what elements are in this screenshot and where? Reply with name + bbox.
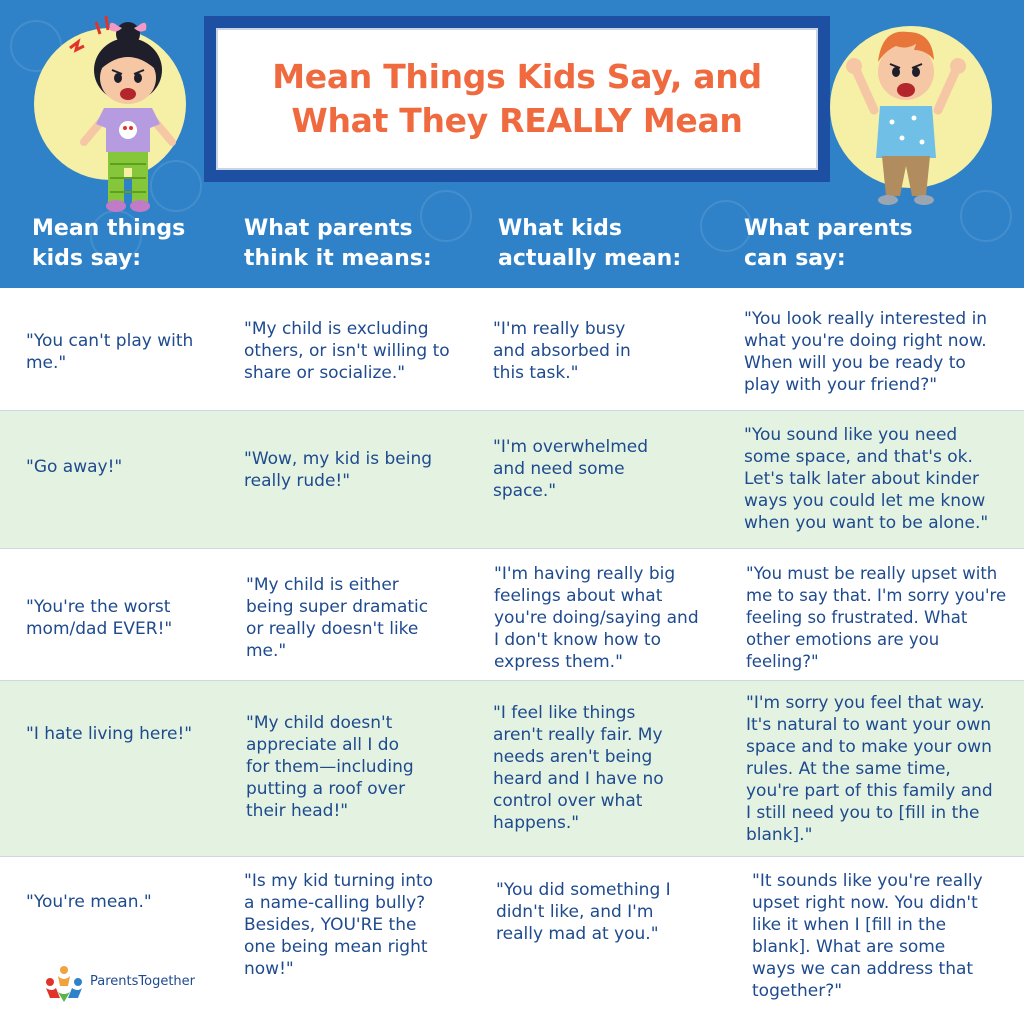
cell-line: didn't like, and I'm bbox=[496, 902, 654, 922]
column-header-line: can say: bbox=[744, 246, 846, 271]
cell-line: control over what bbox=[493, 791, 643, 811]
cell-kids-say bbox=[26, 723, 192, 745]
column-header-line: actually mean: bbox=[498, 246, 682, 271]
cell-line: When will you be ready to bbox=[744, 353, 966, 373]
cell-line: "You're mean." bbox=[26, 892, 152, 912]
cell-line: one being mean right bbox=[244, 937, 428, 957]
column-header-line: Mean things bbox=[32, 216, 186, 241]
cell-line: their head!" bbox=[246, 801, 349, 821]
column-header-line: What kids bbox=[498, 216, 622, 241]
cell-line: like it when I [fill in the bbox=[752, 915, 947, 935]
angry-girl-illustration bbox=[56, 8, 196, 218]
row-divider bbox=[0, 548, 1024, 549]
cell-line: ways you could let me know bbox=[744, 491, 986, 511]
parentstogether-logo bbox=[42, 962, 242, 1006]
cell-line: "Wow, my kid is being bbox=[244, 449, 433, 469]
cell-line: when you want to be alone." bbox=[744, 513, 989, 533]
cell-parents-think bbox=[244, 318, 450, 384]
row-divider bbox=[0, 410, 1024, 411]
cell-kids-say bbox=[26, 456, 122, 478]
cell-line: "My child is either bbox=[246, 575, 399, 595]
cell-line: "You did something I bbox=[496, 880, 671, 900]
cell-line: "I hate living here!" bbox=[26, 724, 193, 744]
column-header-kids-say bbox=[32, 214, 185, 274]
cell-line: and absorbed in bbox=[493, 341, 631, 361]
cell-line: "You can't play with bbox=[26, 331, 194, 351]
title-box bbox=[216, 28, 818, 170]
cell-line: "It sounds like you're really bbox=[752, 871, 983, 891]
cell-line: me to say that. I'm sorry you're bbox=[746, 586, 1007, 605]
cell-line: space and to make your own bbox=[746, 737, 992, 757]
column-header-line: think it means: bbox=[244, 246, 432, 271]
cell-line: for them—including bbox=[246, 757, 414, 777]
cell-line: express them." bbox=[494, 652, 623, 672]
cell-kids-say bbox=[26, 891, 152, 913]
cell-line: really rude!" bbox=[244, 471, 351, 491]
cell-line: putting a roof over bbox=[246, 779, 406, 799]
cell-line: "I'm sorry you feel that way. bbox=[746, 693, 985, 713]
cell-line: ways we can address that bbox=[752, 959, 974, 979]
cell-parents-reply bbox=[746, 692, 993, 846]
cell-line: or really doesn't like bbox=[246, 619, 419, 639]
header-band bbox=[0, 0, 1024, 288]
angry-boy-illustration bbox=[836, 14, 976, 210]
logo-people-icon bbox=[42, 962, 86, 1006]
cell-parents-reply bbox=[752, 870, 983, 1002]
cell-line: me." bbox=[26, 353, 67, 373]
title-line-2: What They REALLY Mean bbox=[291, 101, 743, 140]
cell-line: "My child doesn't bbox=[246, 713, 393, 733]
cell-line: this task." bbox=[493, 363, 579, 383]
cell-line: Let's talk later about kinder bbox=[744, 469, 979, 489]
cell-line: some space, and that's ok. bbox=[744, 447, 973, 467]
cell-line: and need some bbox=[493, 459, 625, 479]
cell-parents-think bbox=[244, 870, 433, 980]
cell-line: "I feel like things bbox=[493, 703, 636, 723]
column-header-kids-mean bbox=[498, 214, 681, 274]
cell-line: "You're the worst bbox=[26, 597, 171, 617]
cell-line: you're doing/saying and bbox=[494, 608, 699, 628]
cell-parents-reply bbox=[744, 308, 987, 396]
column-header-line: What parents bbox=[744, 216, 913, 241]
cell-line: play with your friend?" bbox=[744, 375, 938, 395]
logo-text: ParentsTogether bbox=[90, 974, 196, 989]
cell-line: feeling?" bbox=[746, 652, 819, 671]
row-divider bbox=[0, 856, 1024, 857]
cell-line: "My child is excluding bbox=[244, 319, 429, 339]
cell-line: blank]. What are some bbox=[752, 937, 946, 957]
cell-kids-mean bbox=[494, 563, 699, 673]
cell-line: upset right now. You didn't bbox=[752, 893, 978, 913]
cell-kids-say bbox=[26, 330, 193, 374]
cell-line: now!" bbox=[244, 959, 294, 979]
cell-line: blank]." bbox=[746, 825, 813, 845]
cell-line: Besides, YOU'RE the bbox=[244, 915, 417, 935]
cell-line: "Is my kid turning into bbox=[244, 871, 434, 891]
cell-line: "I'm overwhelmed bbox=[493, 437, 649, 457]
cell-line: appreciate all I do bbox=[246, 735, 399, 755]
column-header-parents-think bbox=[244, 214, 432, 274]
cell-line: really mad at you." bbox=[496, 924, 659, 944]
cell-line: you're part of this family and bbox=[746, 781, 993, 801]
cell-line: share or socialize." bbox=[244, 363, 406, 383]
cell-line: what you're doing right now. bbox=[744, 331, 987, 351]
cell-line: a name-calling bully? bbox=[244, 893, 426, 913]
cell-line: mom/dad EVER!" bbox=[26, 619, 173, 639]
cell-kids-mean bbox=[493, 702, 664, 834]
page-title bbox=[247, 55, 787, 143]
cell-parents-reply bbox=[746, 563, 1006, 673]
cell-line: happens." bbox=[493, 813, 580, 833]
cell-line: "I'm really busy bbox=[493, 319, 626, 339]
cell-line: being super dramatic bbox=[246, 597, 429, 617]
cell-parents-reply bbox=[744, 424, 988, 534]
cell-line: needs aren't being bbox=[493, 747, 653, 767]
cell-line: "Go away!" bbox=[26, 457, 123, 477]
cell-kids-mean bbox=[496, 879, 671, 945]
cell-line: "I'm having really big bbox=[494, 564, 676, 584]
cell-line: I still need you to [fill in the bbox=[746, 803, 980, 823]
column-header-line: kids say: bbox=[32, 246, 142, 271]
cell-line: rules. At the same time, bbox=[746, 759, 951, 779]
title-line-1: Mean Things Kids Say, and bbox=[272, 57, 762, 96]
cell-line: feeling so frustrated. What bbox=[746, 608, 968, 627]
cell-line: It's natural to want your own bbox=[746, 715, 992, 735]
row-divider bbox=[0, 680, 1024, 681]
cell-line: "You must be really upset with bbox=[746, 564, 998, 583]
cell-line: me." bbox=[246, 641, 287, 661]
title-frame bbox=[204, 16, 830, 182]
column-header-line: What parents bbox=[244, 216, 413, 241]
cell-parents-think bbox=[244, 448, 432, 492]
column-header-parents-say bbox=[744, 214, 913, 274]
cell-line: "You look really interested in bbox=[744, 309, 988, 329]
cell-line: feelings about what bbox=[494, 586, 663, 606]
cell-line: "You sound like you need bbox=[744, 425, 958, 445]
cell-parents-think bbox=[246, 574, 428, 662]
cell-line: heard and I have no bbox=[493, 769, 664, 789]
cell-line: other emotions are you bbox=[746, 630, 940, 649]
cell-line: together?" bbox=[752, 981, 843, 1001]
cell-kids-mean bbox=[493, 318, 631, 384]
cell-line: aren't really fair. My bbox=[493, 725, 663, 745]
cell-line: others, or isn't willing to bbox=[244, 341, 450, 361]
cell-parents-think bbox=[246, 712, 414, 822]
cell-line: space." bbox=[493, 481, 557, 501]
cell-kids-say bbox=[26, 596, 172, 640]
cell-kids-mean bbox=[493, 436, 648, 502]
cell-line: I don't know how to bbox=[494, 630, 662, 650]
